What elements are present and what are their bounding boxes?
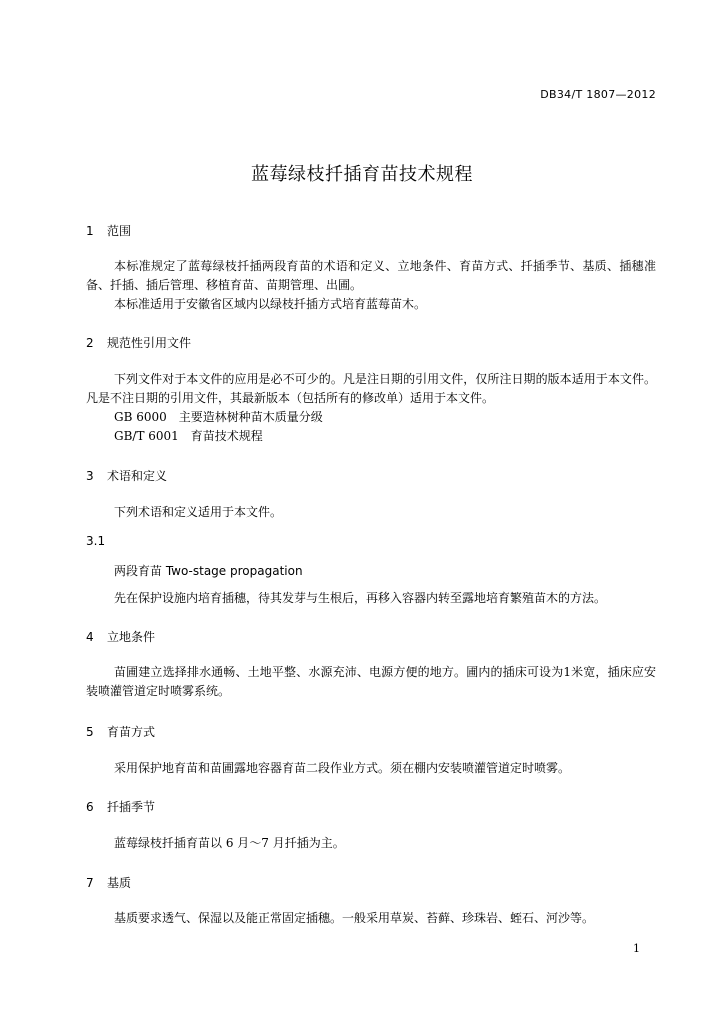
section-number: 5 [86,725,94,739]
paragraph: 下列文件对于本文件的应用是必不可少的。凡是注日期的引用文件，仅所注日期的版本适用于本文件。凡是不注日期的引用文件，其最新版本（包括所有的修改单）适用于本文件。 [86,372,656,405]
paragraph: 苗圃建立选择排水通畅、土地平整、水源充沛、电源方便的地方。圃内的插床可设为1米宽，插床应安装喷灌管道定时喷雾系统。 [86,665,656,698]
page-number: 1 [633,942,640,955]
paragraph: 本标准规定了蓝莓绿枝扦插两段育苗的术语和定义、立地条件、育苗方式、扦插季节、基质、插穗准备、扦插、插后管理、移植育苗、苗期管理、出圃。 [86,259,656,292]
subclause-number: 3.1 [86,534,106,548]
section-number: 2 [86,336,94,350]
paragraph: 下列术语和定义适用于本文件。 [114,505,283,519]
section-heading-2 [86,334,191,351]
term-definition: 先在保护设施内培育插穗，待其发芽与生根后，再移入容器内转至露地培育繁殖苗木的方法。 [114,591,607,605]
section-heading-4 [86,628,155,645]
section-heading-1 [86,222,131,239]
section-number: 4 [86,630,94,644]
section-title: 基质 [107,876,132,890]
section-heading-6 [86,798,155,815]
section-number: 7 [86,876,94,890]
section-title: 规范性引用文件 [107,336,192,350]
section-heading-3 [86,467,167,484]
section-number: 3 [86,469,94,483]
paragraph: 基质要求透气、保湿以及能正常固定插穗。一般采用草炭、苔藓、珍珠岩、蛭石、河沙等。 [114,911,595,925]
section-title: 范围 [107,224,132,238]
section-title: 立地条件 [107,630,156,644]
section-heading-7 [86,874,131,891]
section-title: 扦插季节 [107,800,156,814]
normative-reference: GB 6000 主要造林树种苗木质量分级 [114,410,323,424]
paragraph: 蓝莓绿枝扦插育苗以 6 月～7 月扦插为主。 [114,836,345,850]
paragraph: 采用保护地育苗和苗圃露地容器育苗二段作业方式。须在棚内安装喷灌管道定时喷雾。 [114,761,571,775]
section-title: 术语和定义 [107,469,168,483]
normative-reference: GB/T 6001 育苗技术规程 [114,429,263,443]
section-title: 育苗方式 [107,725,156,739]
term-entry: 两段育苗 Two-stage propagation [114,564,303,578]
doc-code-header: DB34/T 1807—2012 [540,88,656,101]
section-number: 1 [86,224,94,238]
paragraph: 本标准适用于安徽省区域内以绿枝扦插方式培育蓝莓苗木。 [114,297,427,311]
section-number: 6 [86,800,94,814]
document-title: 蓝莓绿枝扦插育苗技术规程 [251,164,473,185]
section-heading-5 [86,723,155,740]
